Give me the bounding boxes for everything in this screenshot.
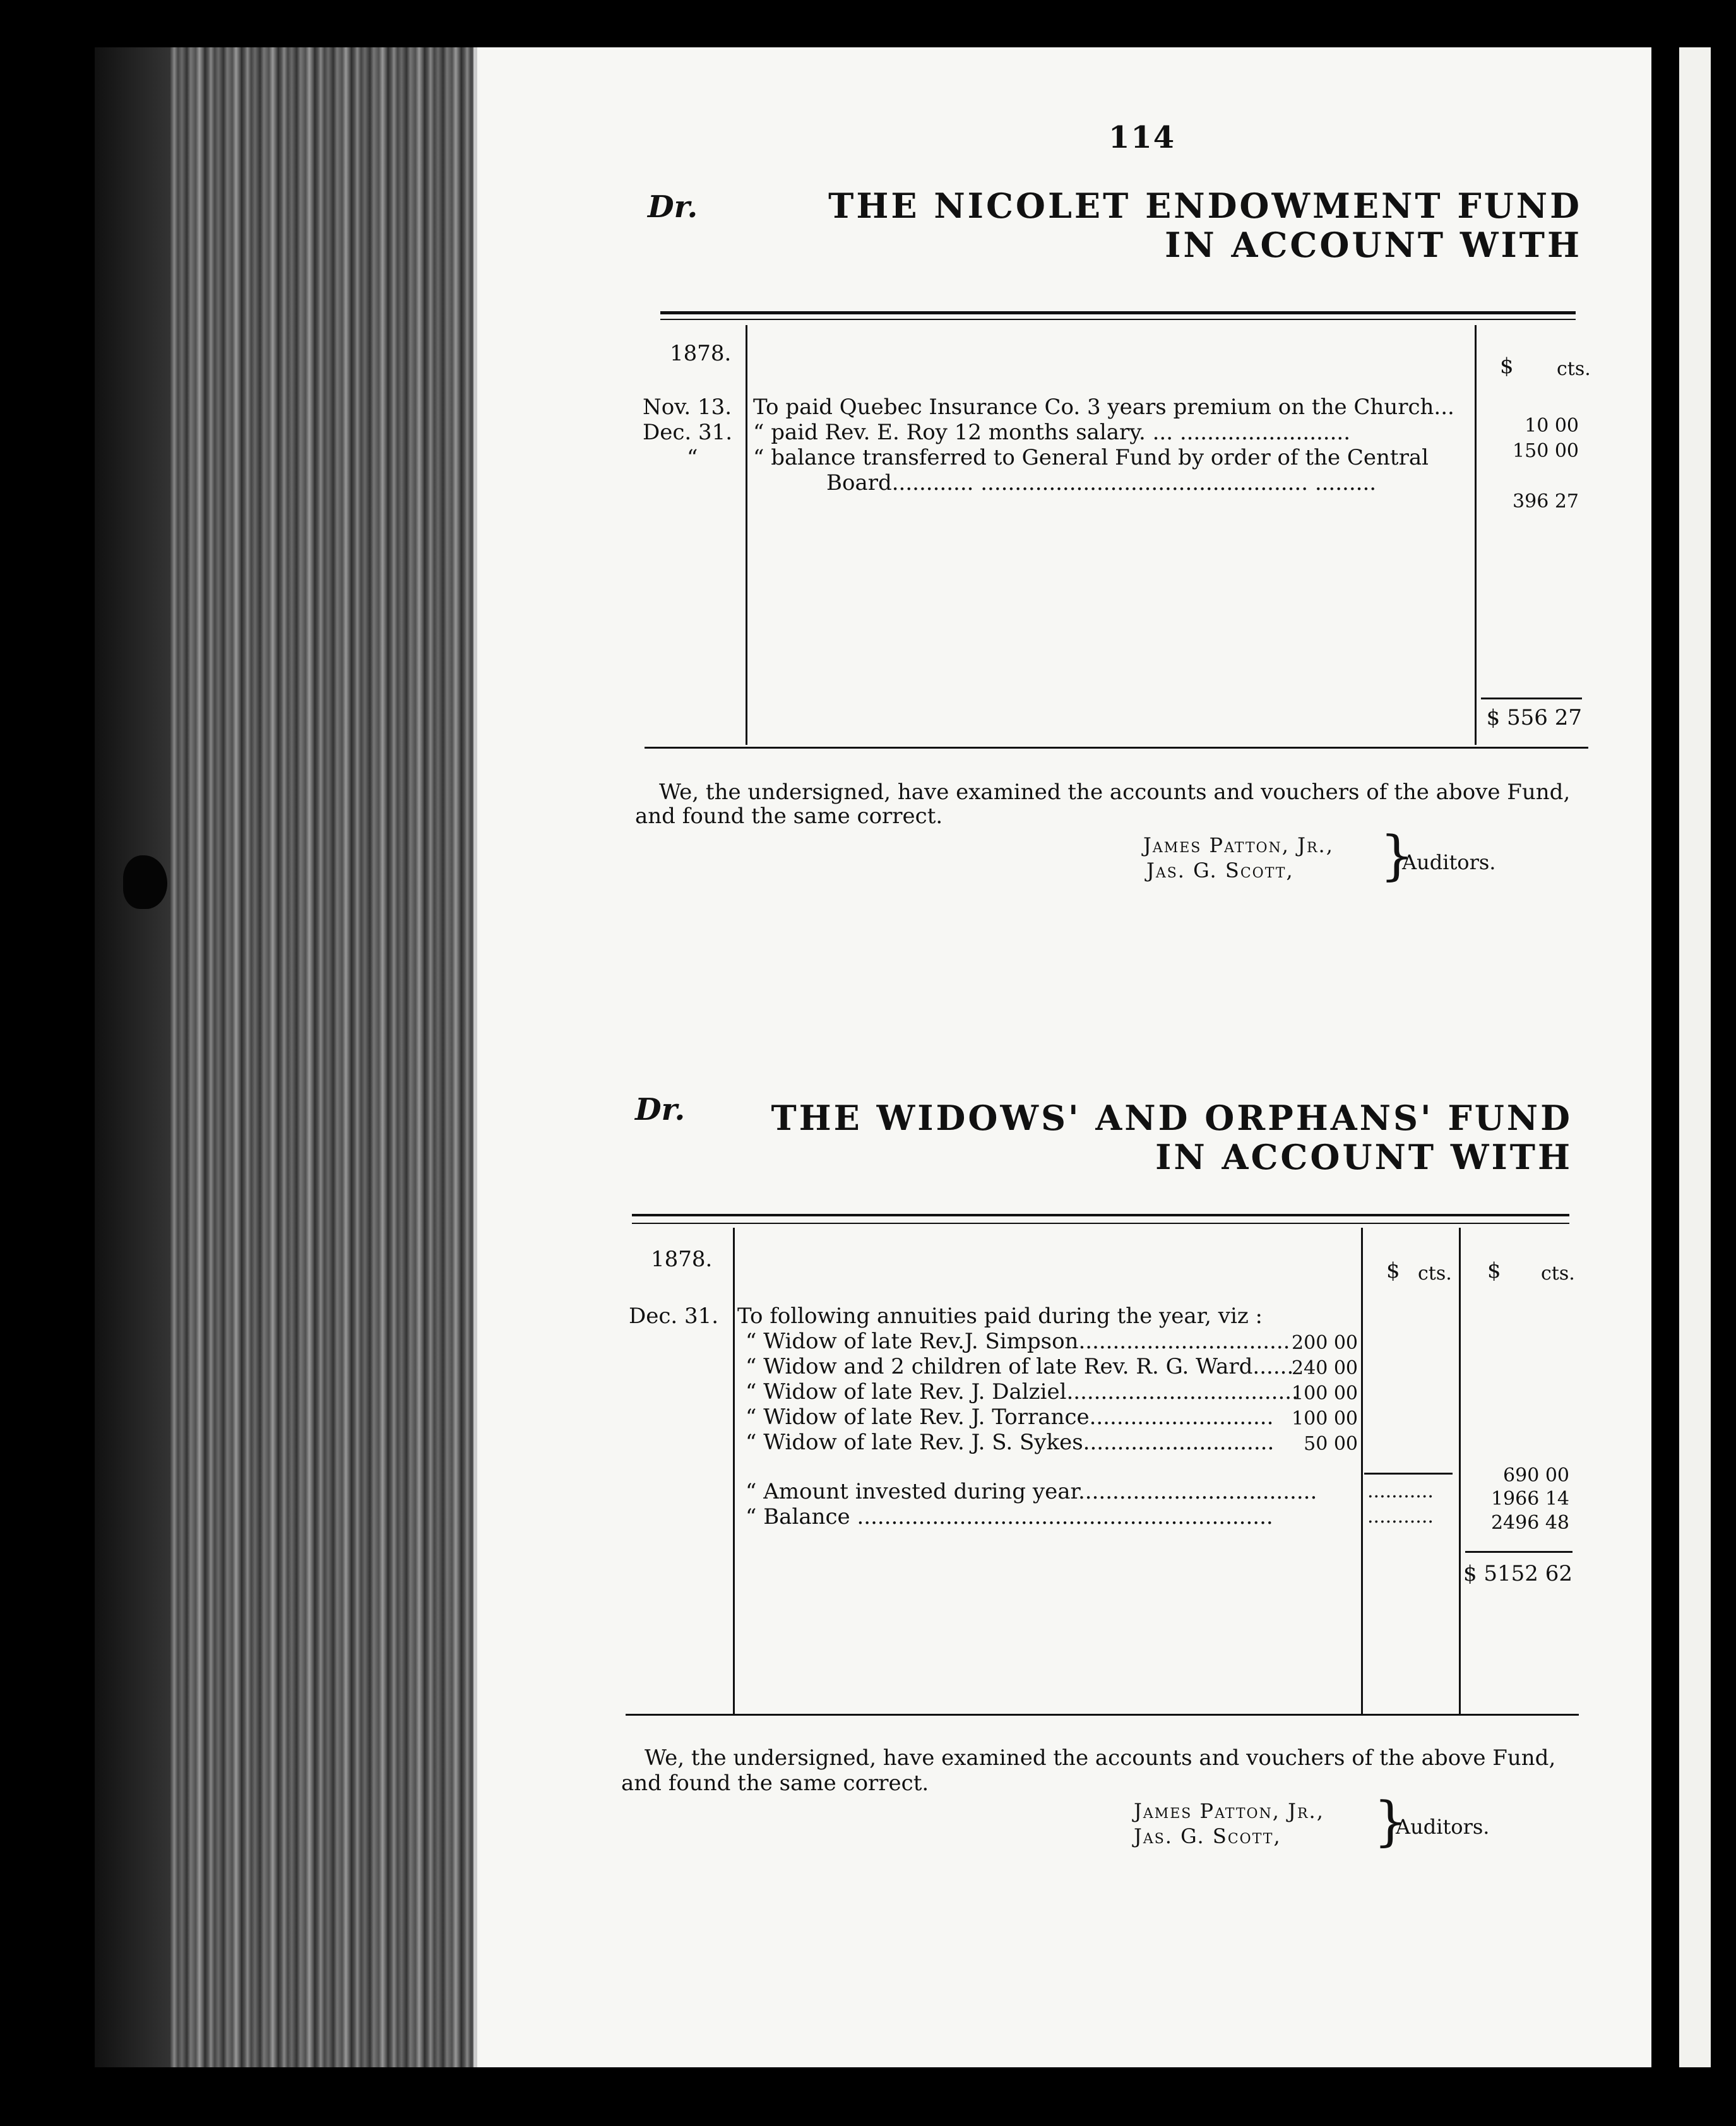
dollar-header: $ [1500,353,1514,379]
entry-amount: 2496 48 [1490,1512,1569,1534]
table-top-rule-thin [660,319,1576,320]
fund-title-line1: THE NICOLET ENDOWMENT FUND [828,186,1582,226]
year-label: 1878. [651,1247,713,1272]
table-top-rule-thin [632,1223,1569,1224]
dr-heading: Dr. [635,1092,686,1127]
auditors-label: Auditors. [1396,1815,1490,1839]
table-bottom-rule [626,1714,1579,1716]
total-rule [1465,1551,1573,1553]
cents-header: cts. [1418,1262,1452,1285]
table-bottom-rule [645,747,1588,749]
annuity-text: “ Widow of late Rev. J. S. Sykes............................ [746,1430,1275,1455]
annuity-amount: 100 00 [1292,1382,1358,1404]
date-column-line [733,1228,735,1714]
entry-text: To paid Quebec Insurance Co. 3 years premium on the Church... [753,395,1454,420]
cents-header: cts. [1557,358,1591,380]
entry-amount: 150 00 [1513,440,1579,462]
ledger-page [477,47,1651,2067]
auditors-statement-cont: and found the same correct. [635,804,943,829]
fund-title-line2: IN ACCOUNT WITH [1165,225,1582,265]
auditors-statement: We, the undersigned, have examined the accounts and vouchers of the above Fund, [659,780,1571,805]
entry-amount: 396 27 [1513,490,1579,513]
entry-intro: To following annuities paid during the year, viz : [737,1304,1263,1329]
subtotal-rule [1364,1473,1453,1475]
entry-text: “ Amount invested during year................................... [746,1479,1317,1504]
entry-text: Board............ ................................................ ......... [826,470,1377,496]
table-top-rule [632,1214,1569,1216]
annuity-text: “ Widow of late Rev.J. Simpson............................... [746,1329,1290,1354]
auditor-name: James Patton, Jr., [1143,833,1334,857]
section-total: $ 5152 62 [1463,1561,1573,1586]
spine-shadow [95,47,170,2067]
total-rule [1481,698,1582,699]
year-label: 1878. [670,341,732,366]
auditor-name: James Patton, Jr., [1134,1799,1324,1823]
annuity-text: “ Widow of late Rev. J. Dalziel.................................. [746,1379,1299,1404]
facing-page-edge [1679,47,1711,2067]
date-column-line [746,325,747,745]
annuity-amount: 240 00 [1292,1357,1358,1379]
section-total: $ 556 27 [1486,705,1582,730]
entry-date: “ [687,445,698,470]
brace-glyph: } [1380,824,1414,886]
dr-heading: Dr. [648,189,698,225]
entry-amount: 10 00 [1525,415,1579,437]
entry-text: “ Balance ............................................................. [746,1504,1273,1529]
cents-header: cts. [1541,1262,1575,1285]
entry-date: Nov. 13. [643,395,732,420]
ink-blot [123,855,167,909]
auditors-label: Auditors. [1402,850,1496,874]
subtotal-amount: 690 00 [1503,1464,1569,1487]
brace-glyph: } [1374,1790,1408,1852]
entry-filler: ........... [1367,1480,1434,1502]
annuity-amount: 100 00 [1292,1408,1358,1430]
entry-date: Dec. 31. [643,420,733,445]
auditor-name: Jas. G. Scott, [1146,858,1294,882]
auditor-name: Jas. G. Scott, [1134,1824,1281,1848]
fund-title [828,186,1582,264]
entry-date: Dec. 31. [629,1304,719,1329]
inner-amount-column-line [1361,1228,1363,1714]
annuity-text: “ Widow of late Rev. J. Torrance........................... [746,1404,1274,1430]
annuity-amount: 200 00 [1292,1332,1358,1354]
entry-text: “ paid Rev. E. Roy 12 months salary. ... ......................... [753,420,1351,445]
annuity-amount: 50 00 [1304,1433,1358,1455]
fund-title-line1: THE WIDOWS' AND ORPHANS' FUND [771,1098,1573,1138]
auditors-statement: We, the undersigned, have examined the accounts and vouchers of the above Fund, [645,1745,1556,1771]
fund-title-line2: IN ACCOUNT WITH [1155,1137,1573,1177]
outer-amount-column-line [1459,1228,1461,1714]
entry-amount: 1966 14 [1490,1488,1569,1510]
annuity-text: “ Widow and 2 children of late Rev. R. G. Ward...... [746,1354,1294,1379]
fund-title [771,1098,1573,1177]
entry-text: “ balance transferred to General Fund by order of the Central [753,445,1429,470]
amount-column-line [1475,325,1477,745]
dollar-header: $ [1386,1258,1400,1283]
auditors-statement-cont: and found the same correct. [621,1771,929,1796]
dollar-header: $ [1487,1258,1501,1283]
entry-filler: ........... [1367,1505,1434,1528]
table-top-rule [660,311,1576,314]
page-number: 114 [1109,120,1176,155]
